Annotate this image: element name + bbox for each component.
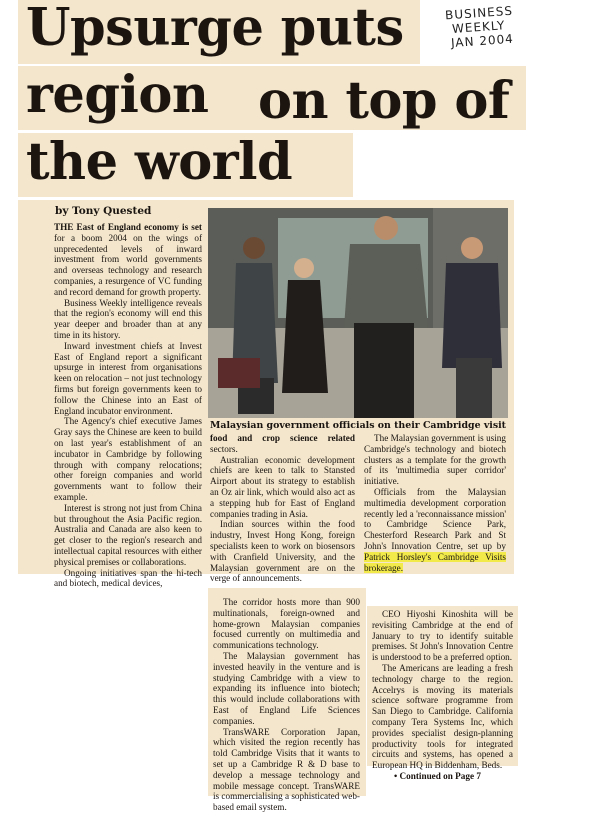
handwritten-line-2: WEEKLY <box>451 18 506 36</box>
paragraph: Australian economic development chiefs are keen to talk to Stansted Airport about its strategy to establish an Oz air link, which would also act as a stepping hub for East of England companies trading in Asia. <box>210 454 355 519</box>
paragraph: The Malaysian government has invested heavily in the venture and is studying Cambridge with a view to expanding its influence into biotech; this would include collaborations with East of England Life Sciences companies. <box>213 650 360 726</box>
photo-illustration <box>208 208 508 418</box>
paragraph: The Americans are leading a fresh technology charge to the region. Accelrys is moving its materials science software programme from San Diego to Cambridge. California company Tera Systems Inc, which provides specialist design-planning productivity tools for integrated circuits and systems, has opened a European HQ in Biddenham, Beds. <box>372 662 513 771</box>
paragraph: food and crop science related sectors. <box>210 433 355 454</box>
paragraph: The Malaysian government is using Cambridge's technology and biotech clusters as a template for the growth of its 'multimedia super corridor' initiative. <box>364 433 506 487</box>
article-column-1 <box>54 222 202 589</box>
paragraph: Interest is strong not just from China but throughout the Asia Pacific region. Australia and Canada are also keen to get closer to the region's research and intellectual capital resources with either physical premises or collaborations. <box>54 502 202 567</box>
paragraph: Business Weekly intelligence reveals that the region's economy will end this year deeper and broader than at any time in its history. <box>54 297 202 340</box>
paragraph: THE East of England economy is set for a boom 2004 on the wings of unprecedented levels of inward investment from world governments and overseas technology and research companies, a resurgence of VC funding and record demand for growth property. <box>54 222 202 297</box>
paragraph <box>364 487 506 573</box>
paragraph-text: Officials from the Malaysian multimedia development corporation recently led a 'reconnaissance mission' to Cambridge Science Park, Chesterford Research Park and St John's Innovation Centre, set up by <box>364 486 506 551</box>
paragraph: The corridor hosts more than 900 multinationals, foreign-owned and home-grown Malaysian companies focused currently on multimedia and communications technology. <box>213 597 360 651</box>
paragraph: Ongoing initiatives span the hi-tech and biotech, medical devices, <box>54 567 202 589</box>
headline-line-3: the world <box>26 132 293 192</box>
headline-line-2a: region <box>26 65 209 125</box>
handwritten-line-1: BUSINESS <box>444 3 514 23</box>
handwritten-note <box>445 4 516 51</box>
article-column-4 <box>213 597 360 813</box>
article-column-2 <box>210 433 355 584</box>
article-column-3 <box>364 433 506 573</box>
headline-line-2b: on top of <box>258 71 510 131</box>
article-photo <box>208 208 508 418</box>
continued-note: • Continued on Page 7 <box>394 770 481 781</box>
photo-caption: Malaysian government officials on their Cambridge visit <box>210 420 506 431</box>
paragraph: CEO Hiyoshi Kinoshita will be revisiting Cambridge at the end of January to try to identify suitable premises. St John's Innovation Centre is understood to be a preferred option. <box>372 609 513 663</box>
paragraph: Inward investment chiefs at Invest East of England report a significant upsurge in interest from organisations keen on relocation – not just technology firms but foreign governments keen to follow the Chinese into an East of England incubator environment. <box>54 340 202 416</box>
byline: by Tony Quested <box>55 205 152 217</box>
handwritten-line-3: JAN 2004 <box>450 31 515 51</box>
paragraph: Indian sources within the food industry, Invest Hong Kong, foreign specialists keen to work on biosensors with Cranfield University, and the Malaysian government are on the verge of announcements. <box>210 519 355 584</box>
paragraph: The Agency's chief executive James Gray says the Chinese are keen to build on last year's establishment of an incubator in Cambridge by following through with company relocations; other foreign companies and world governments want to follow their example. <box>54 416 202 502</box>
highlighted-text: Patrick Horsley's Cambridge Visits brokerage. <box>364 551 506 573</box>
article-column-5 <box>372 609 513 782</box>
paragraph: TransWARE Corporation Japan, which visited the region recently has told Cambridge Visits that it wants to set up a Cambridge R & D base to develop a message technology and mobile message concept. TransWARE is commercialising a sophisticated web-based email system. <box>213 726 360 813</box>
headline-line-1: Upsurge puts <box>26 0 404 58</box>
